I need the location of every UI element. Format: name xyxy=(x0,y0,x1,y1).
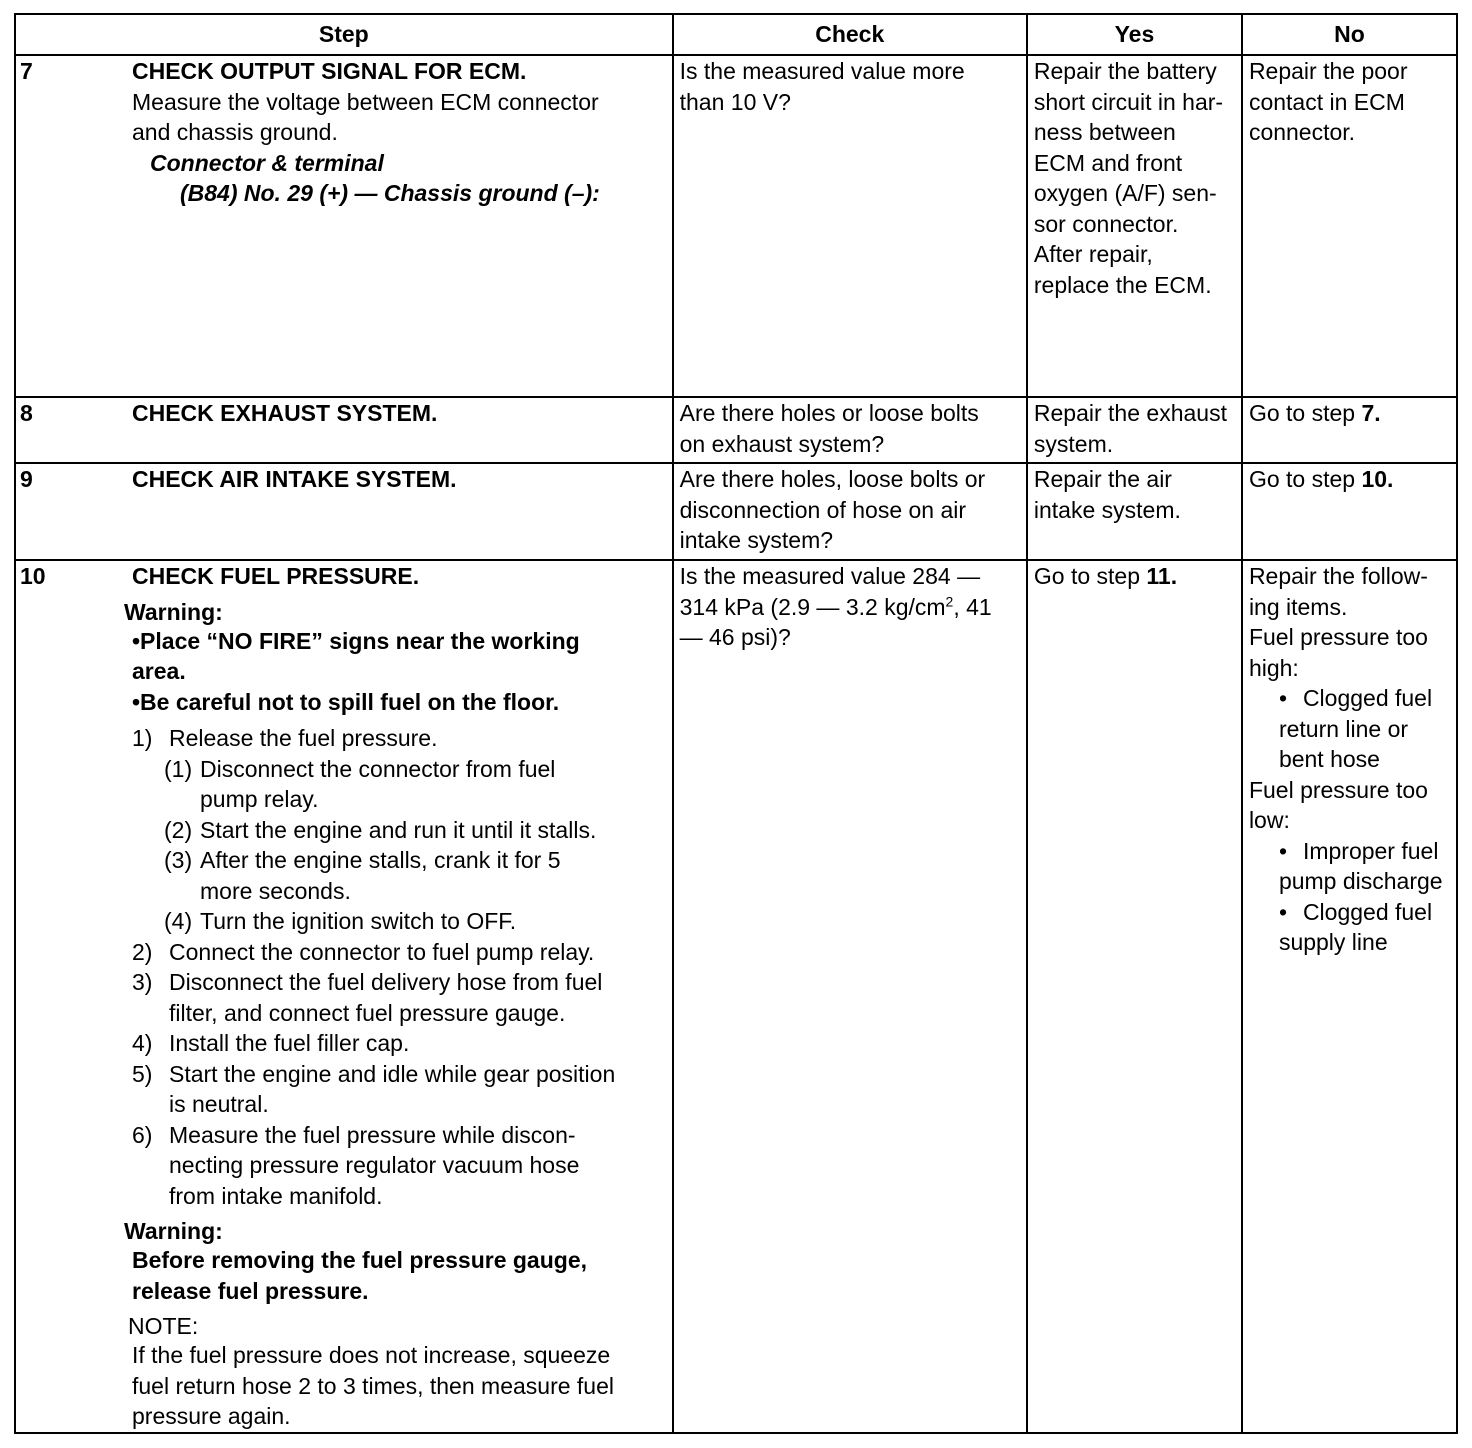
step-cell xyxy=(15,55,673,397)
check-line: intake system? xyxy=(679,527,834,553)
procedure-number: 3) xyxy=(132,969,153,995)
no-line: Repair the follow- xyxy=(1248,563,1428,589)
yes-cell xyxy=(1027,397,1242,463)
check-line: Is the measured value 284 — xyxy=(679,563,981,589)
check-cell xyxy=(673,463,1027,560)
procedure-text: Disconnect the connector from fuel pump relay. xyxy=(200,755,556,812)
no-goto-step: 7. xyxy=(1361,400,1381,426)
yes-cell xyxy=(1027,463,1242,560)
bullet-item: • Clogged fuel supply line xyxy=(1249,897,1450,958)
step-cell xyxy=(15,397,673,463)
yes-line: replace the ECM. xyxy=(1033,271,1212,298)
step-cell xyxy=(15,463,673,560)
check-line: Is the measured value more xyxy=(679,58,965,84)
step-desc-line: and chassis ground. xyxy=(132,119,338,145)
yes-line: Repair the battery xyxy=(1033,58,1217,84)
diagnostic-table xyxy=(14,13,1458,1434)
check-cell xyxy=(673,55,1027,397)
warning-label: Warning: xyxy=(124,1218,223,1244)
procedure-number: 1) xyxy=(132,725,153,751)
procedure-number: (1) xyxy=(164,755,193,782)
table-row xyxy=(15,463,1457,560)
step-title: CHECK AIR INTAKE SYSTEM. xyxy=(132,466,457,492)
procedure-number: (2) xyxy=(164,816,193,843)
step-title: CHECK FUEL PRESSURE. xyxy=(132,563,420,589)
yes-goto-step: 11. xyxy=(1146,563,1178,589)
no-line: Repair the poor xyxy=(1248,58,1408,84)
procedure-substep xyxy=(132,906,668,937)
no-cell xyxy=(1242,397,1457,463)
procedure-text: Measure the fuel pressure while discon- necting pressure regulator vacuum hose from intake manifold. xyxy=(169,1121,580,1209)
warning-text: •Be careful not to spill fuel on the floor. xyxy=(132,688,560,715)
no-cell xyxy=(1242,463,1457,560)
procedure-text: Start the engine and run it until it stalls. xyxy=(200,816,597,843)
check-line: — 46 psi)? xyxy=(679,624,791,650)
procedure-number: 5) xyxy=(132,1060,153,1087)
no-line: high: xyxy=(1248,654,1299,681)
connector-label: Connector & terminal xyxy=(150,149,384,176)
table-row xyxy=(15,560,1457,1433)
check-line: Are there holes or loose bolts xyxy=(679,400,979,426)
procedure-number: 2) xyxy=(132,938,153,965)
procedure-text: Turn the ignition switch to OFF. xyxy=(200,908,517,934)
header-no: No xyxy=(1242,14,1457,55)
header-row xyxy=(15,14,1457,55)
yes-line: short circuit in har- xyxy=(1033,88,1224,115)
procedure-text: Disconnect the fuel delivery hose from fuel filter, and connect fuel pressure gauge. xyxy=(169,969,603,1026)
yes-line: After repair, xyxy=(1033,241,1153,267)
check-line: on exhaust system? xyxy=(679,430,885,457)
table-row xyxy=(15,397,1457,463)
check-cell xyxy=(673,560,1027,1433)
header-check: Check xyxy=(673,14,1027,55)
step-title: CHECK OUTPUT SIGNAL FOR ECM. xyxy=(132,58,527,84)
no-line: Fuel pressure too xyxy=(1248,624,1428,650)
procedure-text: Install the fuel filler cap. xyxy=(169,1030,410,1056)
procedure-step xyxy=(132,967,668,1028)
yes-cell xyxy=(1027,55,1242,397)
procedure-text: Connect the connector to fuel pump relay. xyxy=(169,938,595,965)
step-title: CHECK EXHAUST SYSTEM. xyxy=(132,400,438,426)
check-line: disconnection of hose on air xyxy=(679,496,967,523)
procedure-substep xyxy=(132,754,668,815)
yes-cell xyxy=(1027,560,1242,1433)
yes-goto-text: Go to step xyxy=(1033,563,1147,589)
procedure-step xyxy=(132,937,668,968)
note-label: NOTE: xyxy=(128,1313,199,1339)
no-line: ing items. xyxy=(1248,593,1348,620)
bullet-mark: • xyxy=(1278,837,1287,864)
bullet-mark: • xyxy=(1278,898,1287,925)
header-step: Step xyxy=(15,14,673,55)
yes-line: system. xyxy=(1033,430,1114,457)
no-line: connector. xyxy=(1248,119,1356,145)
procedure-step xyxy=(132,723,668,754)
yes-line: Repair the air xyxy=(1033,466,1172,492)
step-number: 7 xyxy=(20,58,33,84)
warning-label: Warning: xyxy=(124,598,223,625)
yes-line: intake system. xyxy=(1033,496,1181,523)
procedure-step xyxy=(132,1059,668,1120)
warning-text: area. xyxy=(132,658,186,684)
no-goto-step: 10. xyxy=(1361,466,1394,492)
procedure-substep xyxy=(132,845,668,906)
connector-value: (B84) No. 29 (+) — Chassis ground (–): xyxy=(180,180,600,206)
procedure-step xyxy=(132,1028,668,1059)
yes-line: ness between xyxy=(1033,119,1176,145)
bullet-mark: • xyxy=(1278,685,1287,711)
procedure-step xyxy=(132,1120,668,1212)
bullet-item: • Clogged fuel return line or bent hose xyxy=(1249,683,1450,775)
no-line: Fuel pressure too xyxy=(1248,776,1428,803)
procedure-number: 4) xyxy=(132,1030,153,1056)
no-goto-text: Go to step xyxy=(1248,400,1362,426)
check-line: 314 kPa (2.9 — 3.2 $kg/cm^2$, 41 xyxy=(679,592,992,620)
table-row xyxy=(15,55,1457,397)
yes-line: sor connector. xyxy=(1033,210,1179,237)
procedure-text: After the engine stalls, crank it for 5 more seconds. xyxy=(200,847,561,904)
no-cell xyxy=(1242,55,1457,397)
yes-line: oxygen (A/F) sen- xyxy=(1033,180,1217,206)
yes-line: Repair the exhaust xyxy=(1033,400,1227,426)
header-yes: Yes xyxy=(1027,14,1242,55)
procedure-number: (4) xyxy=(164,908,193,934)
yes-line: ECM and front xyxy=(1033,149,1183,176)
check-line: than 10 V? xyxy=(679,88,791,115)
no-goto-text: Go to step xyxy=(1248,466,1362,492)
note-text: If the fuel pressure does not increase, squeeze fuel return hose 2 to 3 times, then measure fuel pressure again. xyxy=(132,1342,614,1429)
check-line: Are there holes, loose bolts or xyxy=(679,466,986,492)
no-line: contact in ECM xyxy=(1248,88,1405,115)
procedure-substep xyxy=(132,815,668,846)
warning-text: Before removing the fuel pressure gauge, release fuel pressure. xyxy=(132,1247,588,1304)
bullet-item: • Improper fuel pump discharge xyxy=(1249,836,1450,897)
no-cell xyxy=(1242,560,1457,1433)
step-cell xyxy=(15,560,673,1433)
step-number: 9 xyxy=(20,466,33,492)
step-number: 10 xyxy=(20,563,46,589)
procedure-text: Release the fuel pressure. xyxy=(169,725,438,751)
warning-text: •Place “NO FIRE” signs near the working xyxy=(132,627,580,654)
procedure-number: (3) xyxy=(164,847,193,873)
step-desc-line: Measure the voltage between ECM connector xyxy=(132,88,599,115)
procedure-text: Start the engine and idle while gear position is neutral. xyxy=(169,1060,616,1117)
procedure-number: 6) xyxy=(132,1121,153,1148)
no-line: low: xyxy=(1248,807,1290,833)
step-number: 8 xyxy=(20,400,33,426)
check-cell xyxy=(673,397,1027,463)
